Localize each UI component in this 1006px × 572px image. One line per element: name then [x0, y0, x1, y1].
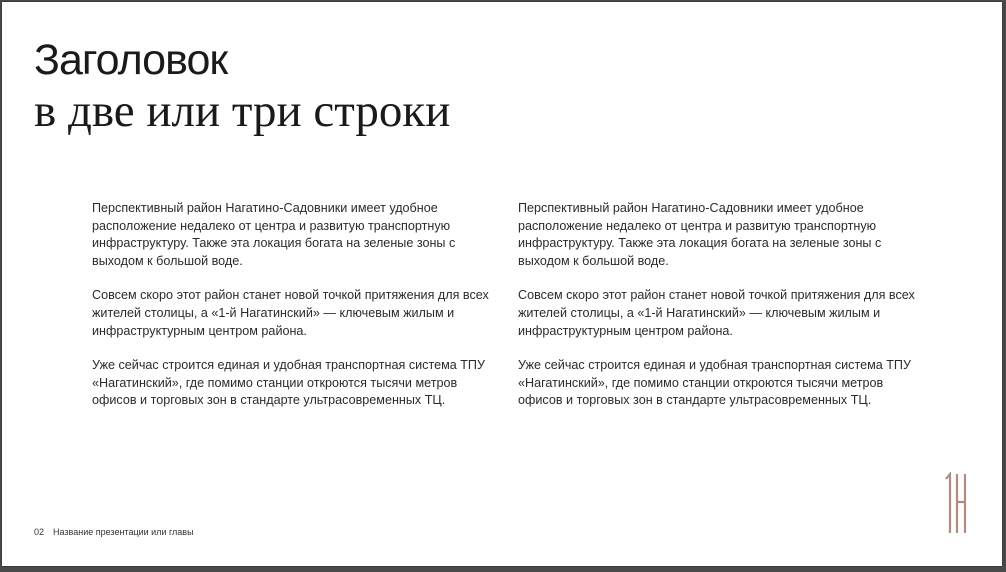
slide-footer [34, 526, 194, 538]
slide-title-line-2: в две или три строки [34, 85, 451, 137]
slide [2, 2, 1002, 566]
paragraph: Уже сейчас строится единая и удобная транспортная система ТПУ «Нагатинский», где помимо станции откроются тысячи метров офисов и торговых зон в стандарте ультрасовременных ТЦ. [518, 358, 911, 408]
text-column-left [92, 200, 492, 427]
page-number: 02 [34, 527, 45, 537]
paragraph: Перспективный район Нагатино-Садовники имеет удобное расположение недалеко от центра и развитую транспортную инфраструктуру. Также эта локация богата на зеленые зоны с выходом к большой воде. [92, 201, 456, 268]
paragraph: Перспективный район Нагатино-Садовники имеет удобное расположение недалеко от центра и развитую транспортную инфраструктуру. Также эта локация богата на зеленые зоны с выходом к большой воде. [518, 201, 882, 268]
text-column-right [518, 200, 918, 427]
paragraph: Совсем скоро этот район станет новой точкой притяжения для всех жителей столицы, а «1-й Нагатинский» — ключевым жилым и инфраструктурным центром района. [92, 288, 489, 338]
paragraph: Совсем скоро этот район станет новой точкой притяжения для всех жителей столицы, а «1-й Нагатинский» — ключевым жилым и инфраструктурным центром района. [518, 288, 915, 338]
presentation-caption: Название презентации или главы [53, 527, 194, 537]
slide-title-line-1: Заголовок [34, 36, 228, 84]
1h-monogram-logo-icon [944, 472, 968, 534]
paragraph: Уже сейчас строится единая и удобная транспортная система ТПУ «Нагатинский», где помимо станции откроются тысячи метров офисов и торговых зон в стандарте ультрасовременных ТЦ. [92, 358, 485, 408]
